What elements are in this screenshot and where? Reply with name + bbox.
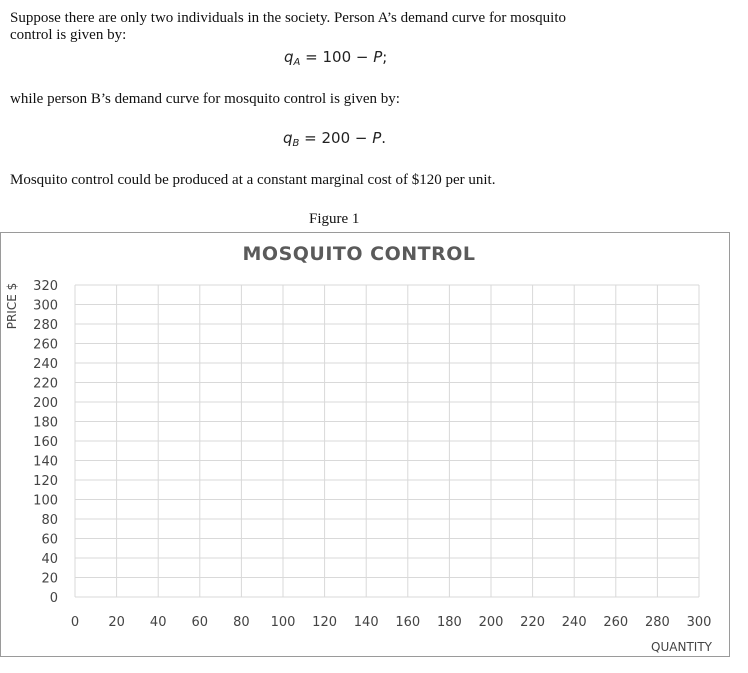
x-tick-label-140: 140 [353,615,379,630]
x-tick-label-220: 220 [520,615,546,630]
y-tick-label-120: 120 [33,474,58,489]
y-tick-label-160: 160 [33,435,58,450]
intro-line-2: control is given by: [10,27,127,43]
x-tick-label-100: 100 [270,615,296,630]
y-tick-label-60: 60 [41,532,58,548]
x-tick-label-260: 260 [603,615,629,630]
chart-frame [0,232,730,657]
x-tick-label-280: 280 [644,615,670,630]
person-b-line: while person B’s demand curve for mosquito control is given by: [10,91,400,107]
eq-a-subscript: A [293,57,301,68]
y-tick-label-300: 300 [33,298,58,314]
x-axis-label: QUANTITY [651,640,712,654]
eq-b-subscript: B [292,138,300,149]
eq-b-end: . [381,129,387,147]
chart-title: MOSQUITO CONTROL [242,243,476,265]
x-tick-label-180: 180 [436,615,462,630]
x-tick-label-300: 300 [686,615,712,630]
x-tick-label-80: 80 [233,615,250,630]
y-axis-label: PRICE $ [5,282,19,330]
equation-a [284,48,387,68]
figure-label: Figure 1 [309,211,360,227]
eq-b-body: = 200 − [299,129,373,147]
y-tick-label-0: 0 [49,591,58,606]
y-tick-label-280: 280 [33,318,58,333]
marginal-cost-line: Mosquito control could be produced at a constant marginal cost of $120 per unit. [10,172,496,188]
x-tick-label-20: 20 [108,615,125,630]
intro-line-1: Suppose there are only two individuals in the society. Person A’s demand curve for mosquito [10,10,567,26]
eq-b-price: P [372,129,382,147]
y-tick-label-80: 80 [41,513,58,528]
equation-b [283,129,386,149]
y-tick-label-260: 260 [33,337,58,353]
y-tick-label-240: 240 [33,357,58,372]
eq-a-price: P [373,48,383,66]
y-tick-label-220: 220 [33,376,58,392]
x-tick-label-160: 160 [395,615,421,630]
y-tick-label-140: 140 [33,454,58,470]
x-tick-label-60: 60 [191,615,209,630]
eq-a-variable: q [284,48,294,66]
eq-a-end: ; [382,48,388,66]
y-tick-label-200: 200 [33,396,58,411]
x-tick-label-40: 40 [149,615,167,630]
y-tick-label-180: 180 [33,415,58,431]
y-tick-label-100: 100 [33,493,58,509]
mosquito-control-chart [1,233,731,658]
x-tick-label-240: 240 [561,615,587,630]
y-tick-label-20: 20 [41,571,58,587]
eq-a-body: = 100 − [300,48,374,66]
x-tick-label-0: 0 [70,615,80,630]
x-tick-label-120: 120 [312,615,338,630]
y-tick-label-320: 320 [33,279,58,294]
x-tick-label-200: 200 [478,615,504,630]
y-tick-label-40: 40 [41,552,58,567]
eq-b-variable: q [283,129,293,147]
